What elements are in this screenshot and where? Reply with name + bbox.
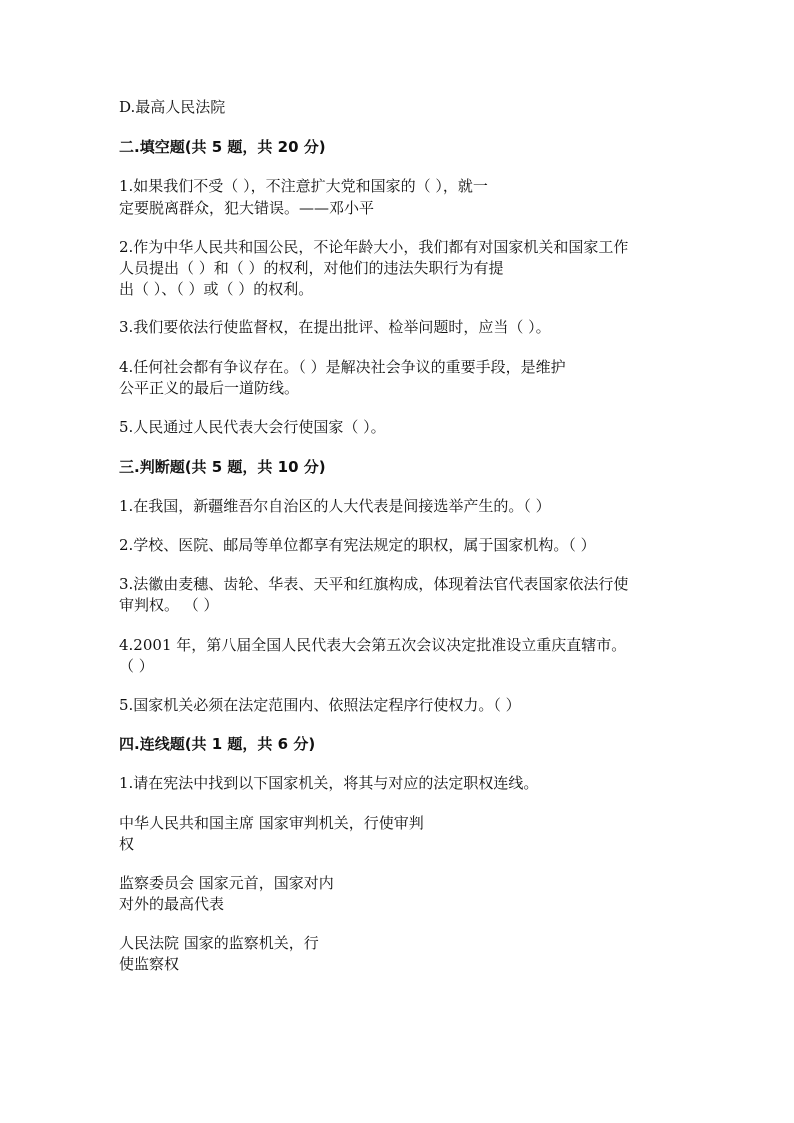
match-pair-3-line2: 使监察权 xyxy=(119,955,180,973)
fill-q4-line1: 4.任何社会都有争议存在。（ ）是解决社会争议的重要手段，是维护 xyxy=(119,358,566,376)
match-pair-1-line1: 中华人民共和国主席 国家审判机关，行使审判 xyxy=(119,814,424,832)
fill-q4-line2: 公平正义的最后一道防线。 xyxy=(119,379,300,397)
fill-q5: 5.人民通过人民代表大会行使国家（ ）。 xyxy=(119,418,386,436)
fill-q2-line1: 2.作为中华人民共和国公民，不论年龄大小，我们都有对国家机关和国家工作 xyxy=(119,238,629,256)
judge-q5: 5.国家机关必须在法定范围内、依照法定程序行使权力。（ ） xyxy=(119,696,521,714)
match-pair-2-line2: 对外的最高代表 xyxy=(119,895,225,913)
match-q1: 1.请在宪法中找到以下国家机关，将其与对应的法定职权连线。 xyxy=(119,774,539,792)
fill-q3: 3.我们要依法行使监督权，在提出批评、检举问题时，应当（ ）。 xyxy=(119,318,551,336)
judge-q1: 1.在我国，新疆维吾尔自治区的人大代表是间接选举产生的。（ ） xyxy=(119,497,551,515)
option-d: D.最高人民法院 xyxy=(119,98,226,116)
fill-q1-line1: 1.如果我们不受（ ），不注意扩大党和国家的（ ），就一 xyxy=(119,177,488,195)
match-pair-3-line1: 人民法院 国家的监察机关，行 xyxy=(119,934,319,952)
section-4-heading: 四.连线题(共 1 题，共 6 分) xyxy=(119,735,316,753)
match-pair-2-line1: 监察委员会 国家元首，国家对内 xyxy=(119,874,334,892)
judge-q3-line2: 审判权。 （ ） xyxy=(119,596,219,614)
section-3-heading: 三.判断题(共 5 题，共 10 分) xyxy=(119,458,326,476)
judge-q4-line2: （ ） xyxy=(119,657,154,675)
judge-q3-line1: 3.法徽由麦穗、齿轮、华表、天平和红旗构成，体现着法官代表国家依法行使 xyxy=(119,575,629,593)
judge-q2: 2.学校、医院、邮局等单位都享有宪法规定的职权，属于国家机构。（ ） xyxy=(119,536,596,554)
match-pair-1-line2: 权 xyxy=(119,835,135,853)
judge-q4-line1: 4.2001 年，第八届全国人民代表大会第五次会议决定批准设立重庆直辖市。 xyxy=(119,636,627,654)
fill-q1-line2: 定要脱离群众，犯大错误。——邓小平 xyxy=(119,199,375,217)
fill-q2-line3: 出（ ）、（ ）或（ ）的权利。 xyxy=(119,280,314,298)
section-2-heading: 二.填空题(共 5 题，共 20 分) xyxy=(119,138,326,156)
fill-q2-line2: 人员提出（ ）和（ ）的权利，对他们的违法失职行为有提 xyxy=(119,259,504,277)
